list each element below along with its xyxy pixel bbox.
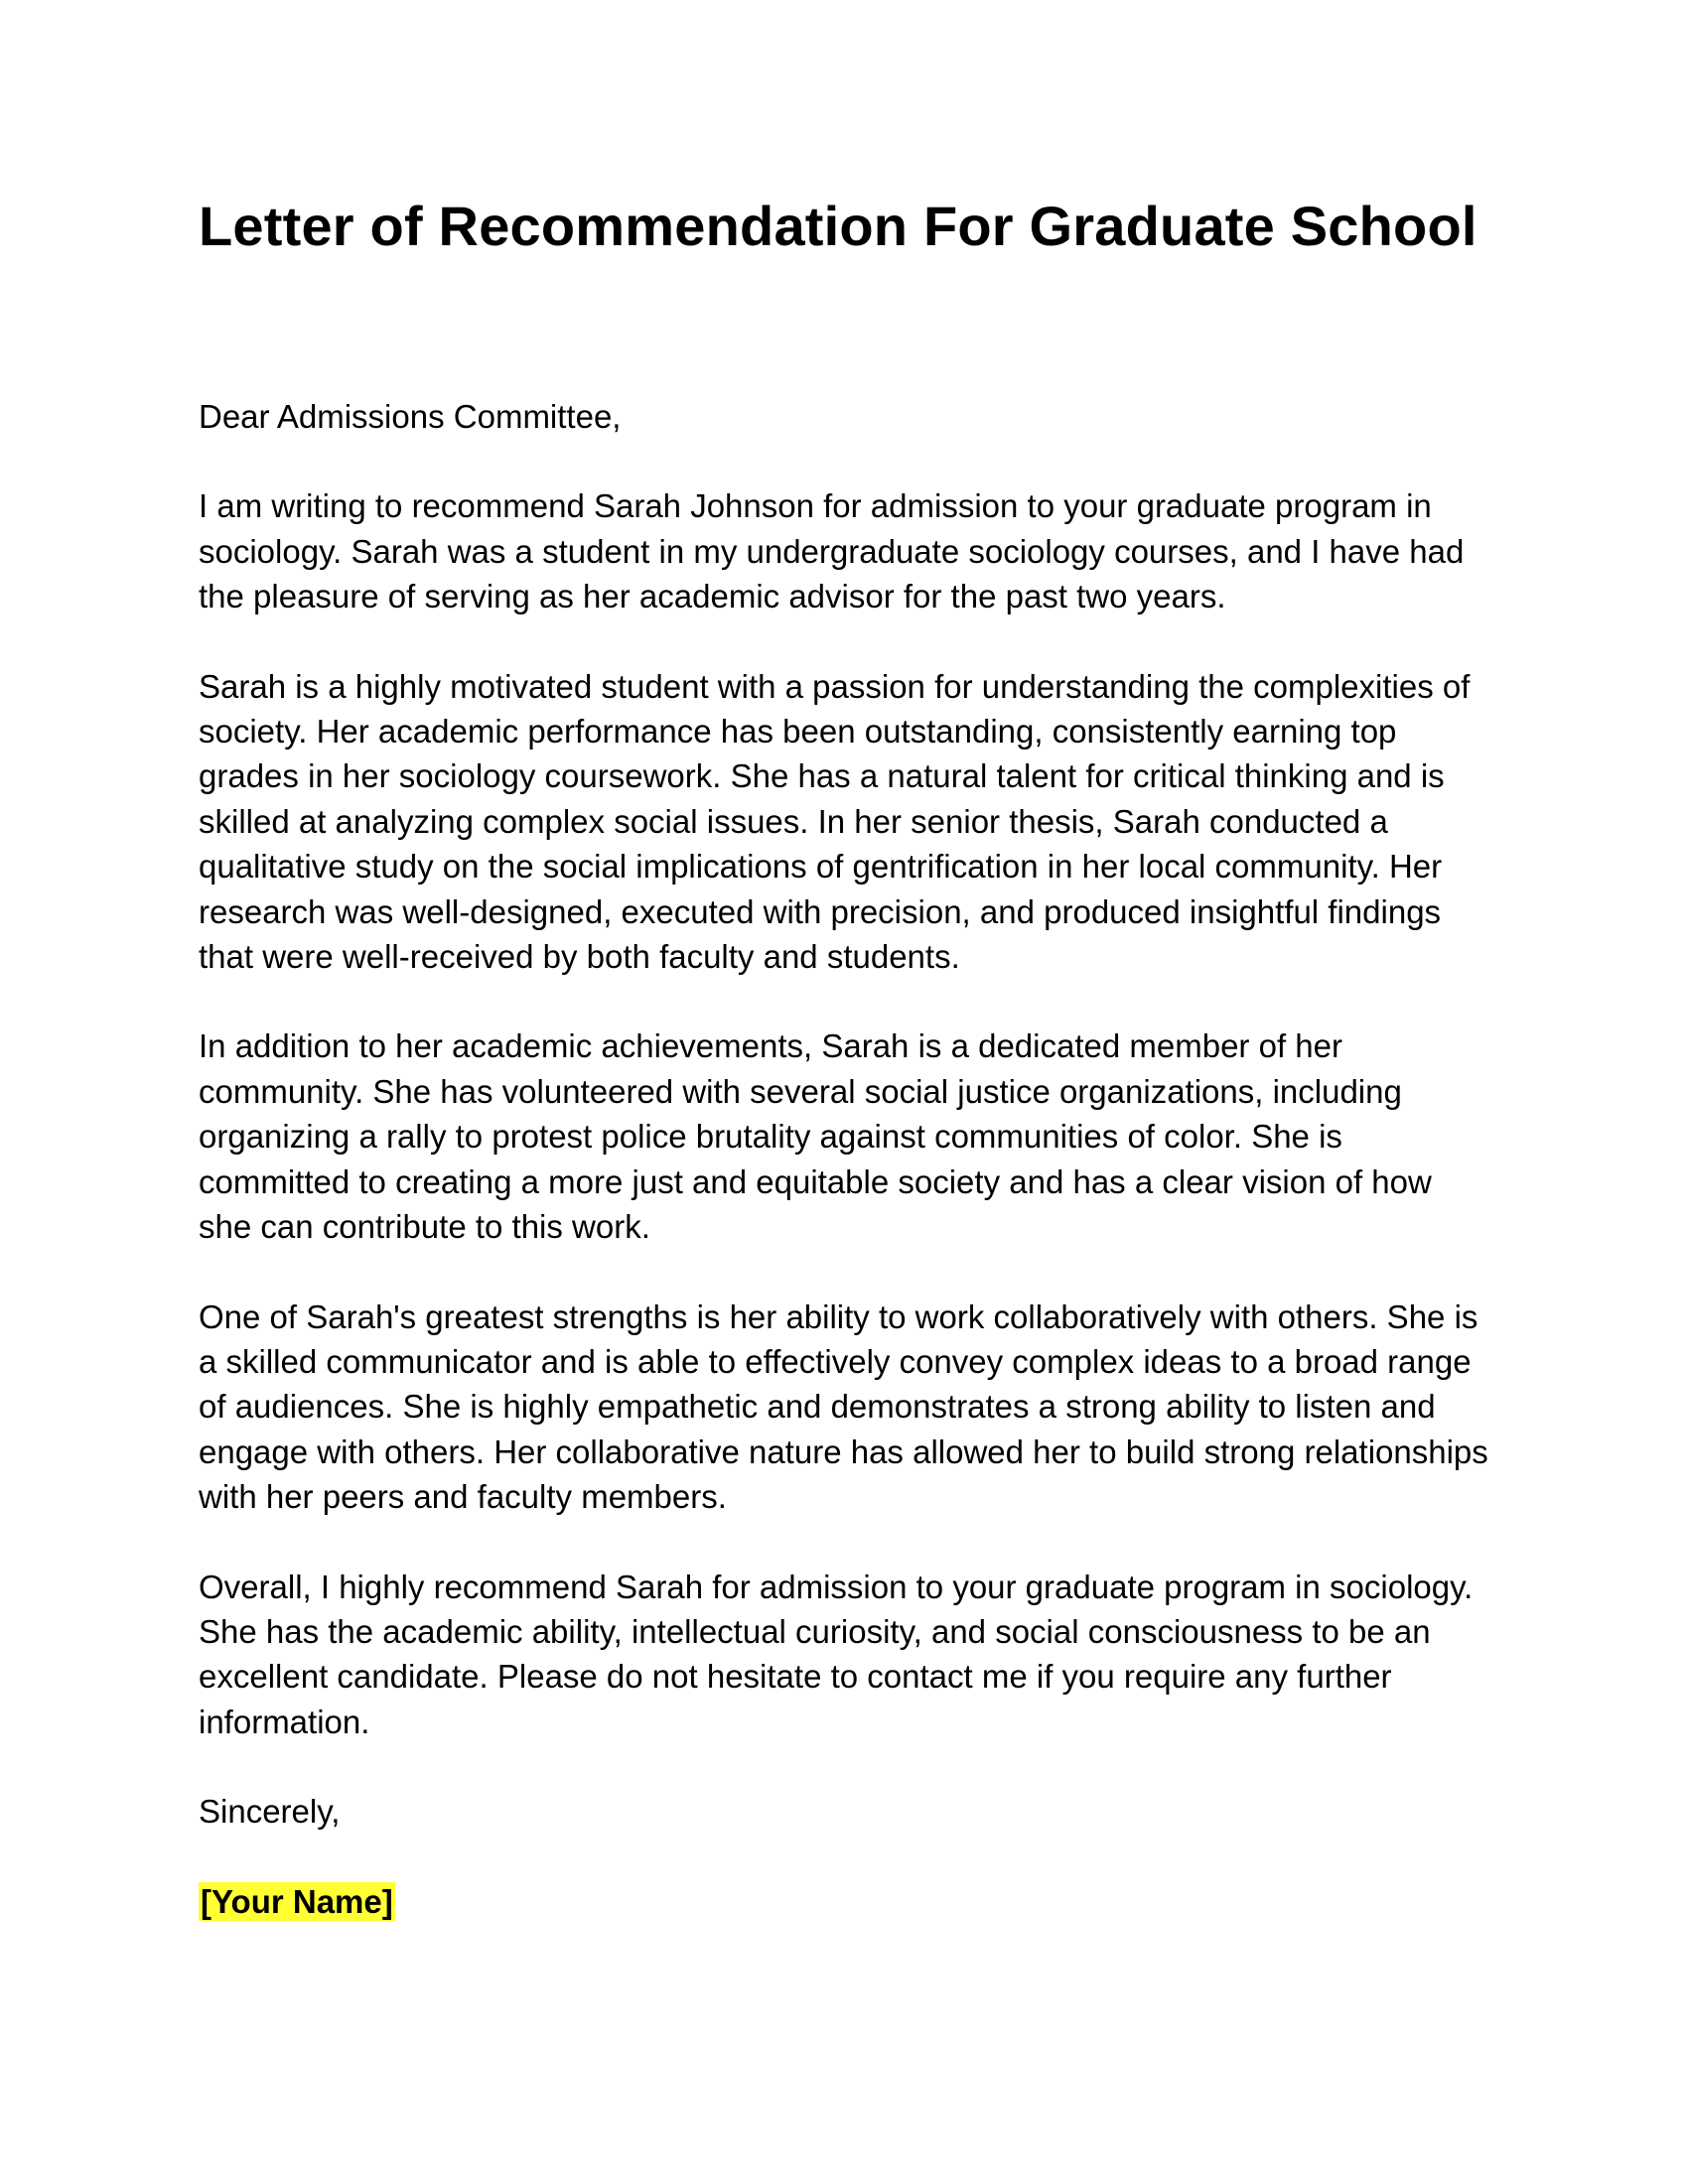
signoff: Sincerely,	[199, 1793, 341, 1831]
paragraph-conclusion: Overall, I highly recommend Sarah for admission to your graduate program in sociology. She has the academic ability, intellectual curiosity, and social consciousness to be an excellent candidate. Please do not hesitate to contact me if you require any further information.	[199, 1568, 1474, 1740]
paragraph-introduction: I am writing to recommend Sarah Johnson for admission to your graduate program in sociology. Sarah was a student in my undergraduate sociology courses, and I have had the pleasure of serving as her academic advisor for the past two years.	[199, 487, 1465, 615]
signature-name-placeholder: [Your Name]	[201, 1882, 393, 1920]
letter-title: Letter of Recommendation For Graduate School	[199, 195, 1477, 257]
paragraph-collaboration: One of Sarah's greatest strengths is her ability to work collaboratively with others. She is a skilled communicator and is able to effectively convey complex ideas to a broad range of audiences. She is highly empathetic and demonstrates a strong ability to listen and engage with others. Her collaborative nature has allowed her to build strong relationships with her peers and faculty members.	[199, 1297, 1488, 1516]
paragraph-community-involvement: In addition to her academic achievements, Sarah is a dedicated member of her community. She has volunteered with several social justice organizations, including organizing a rally to protest police brutality against communities of color. She is committed to creating a more just and equitable society and has a clear vision of how she can contribute to this work.	[199, 1027, 1432, 1246]
signature-block	[199, 1879, 1489, 1924]
letter-content	[199, 195, 1489, 1924]
salutation: Dear Admissions Committee,	[199, 398, 622, 435]
paragraph-academic-performance: Sarah is a highly motivated student with a passion for understanding the complexities of society. Her academic performance has been outstanding, consistently earning top grades in her sociology coursework. She has a natural talent for critical thinking and is skilled at analyzing complex social issues. In her senior thesis, Sarah conducted a qualitative study on the social implications of gentrification in her local community. Her research was well-designed, executed with precision, and produced insightful findings that were well-received by both faculty and students.	[199, 667, 1471, 976]
